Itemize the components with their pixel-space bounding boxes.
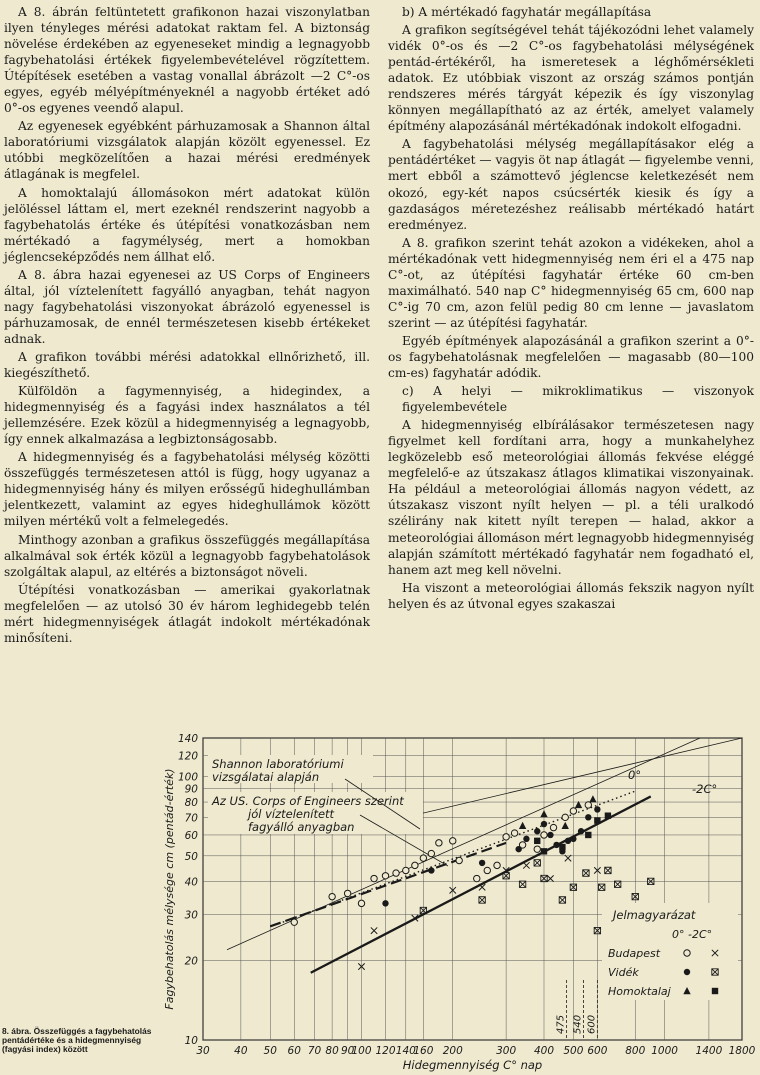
data-point-filled-square xyxy=(585,832,591,838)
legend-header: 0° -2C° xyxy=(672,928,713,941)
legend-marker-filled-circle xyxy=(684,969,690,975)
data-point-filled-circle xyxy=(515,846,521,852)
x-tick-label: 160 xyxy=(413,1045,434,1057)
paragraph: Külföldön a fagymennyiség, a hidegindex, a hidegmennyiség és a fagyási index használatos a tél jellemzésére. Ezek közül a hidegmennyiség a legnagyobb, így ennek alkalmazása a legbiztonságosabb. xyxy=(4,384,370,447)
data-point-open-circle xyxy=(382,873,388,879)
data-point-filled-circle xyxy=(594,806,600,812)
data-point-filled-circle xyxy=(428,867,434,873)
data-point-open-circle xyxy=(550,824,556,830)
paragraph: Egyéb építmények alapozásánál a grafikon szerint a 0°-os fagybehatolásnak megfelelően — magasabb (80—100 cm-es) fagyhatár adódik. xyxy=(388,333,754,381)
data-point-filled-square xyxy=(534,838,540,844)
data-point-filled-circle xyxy=(523,836,529,842)
data-point-open-circle xyxy=(412,862,418,868)
data-point-open-circle xyxy=(436,840,442,846)
data-point-filled-triangle xyxy=(562,822,569,829)
x-tick-label: 1000 xyxy=(651,1045,678,1057)
data-point-open-circle xyxy=(456,857,462,863)
data-point-open-circle xyxy=(420,855,426,861)
data-point-open-circle xyxy=(503,834,509,840)
data-point-filled-triangle xyxy=(519,822,526,829)
data-point-filled-circle xyxy=(534,828,540,834)
data-point-open-circle xyxy=(534,846,540,852)
data-point-crossed-square xyxy=(559,897,565,903)
paragraph: A hidegmennyiség és a fagybehatolási mélység közötti összefüggés természetesen attól is függ, hogy ugyanaz a hidegmennyiség hány és milyen erősségű hideghullámban jelentkezett, valamint az egyes hideghullámok között milyen mértékű volt a felmelegedés. xyxy=(4,450,370,529)
x-tick-label: 90 xyxy=(340,1045,355,1057)
data-point-filled-triangle xyxy=(589,795,596,802)
data-point-filled-square xyxy=(541,848,547,854)
paragraph: Útépítési vonatkozásban — amerikai gyakorlatnak megfelelően — az utolsó 30 év három leghidegebb telén mért hidegmennyiségek átlagát indokolt mértékadónak minősíteni. xyxy=(4,582,370,645)
data-point-cross xyxy=(371,927,377,933)
chart-line-dashed xyxy=(270,843,506,926)
section-heading-b: b) A mértékadó fagyhatár megállapítása xyxy=(402,5,652,19)
y-tick-label: 40 xyxy=(184,876,198,889)
paragraph: A 8. ábra hazai egyenesei az US Corps of Engineers által, jól víztelenített fagyálló anyagban, tehát nagyon nagy fagybehatolási viszonyokat ábrázoló egyenessel is párhuzamosak, de ennél természetesen kisebb értékeket adnak. xyxy=(4,267,370,346)
legend-marker-filled-square xyxy=(712,988,718,994)
data-point-crossed-square xyxy=(519,881,525,887)
data-point-open-circle xyxy=(494,862,500,868)
us-corps-label: fagyálló anyagban xyxy=(248,820,355,834)
y-tick-label: 10 xyxy=(184,1035,198,1047)
legend-marker-open-circle xyxy=(684,950,690,956)
y-tick-label: 80 xyxy=(184,797,198,810)
data-point-open-circle xyxy=(484,867,490,873)
x-tick-label: 50 xyxy=(263,1045,277,1057)
x-tick-label: 80 xyxy=(325,1045,339,1057)
data-point-open-circle xyxy=(344,890,350,896)
x-tick-label: 120 xyxy=(375,1045,396,1057)
y-tick-label: 50 xyxy=(184,850,198,863)
data-point-crossed-square xyxy=(534,860,540,866)
data-point-filled-circle xyxy=(578,828,584,834)
data-point-filled-circle xyxy=(547,832,553,838)
data-point-crossed-square xyxy=(605,867,611,873)
shannon-label: vizsgálatai alapján xyxy=(212,770,320,784)
data-point-filled-circle xyxy=(570,836,576,842)
paragraph: Ha viszont a meteorológiai állomás fekszik nagyon nyílt helyen és az útvonal egyes szakaszai xyxy=(388,580,754,611)
legend-row-label: Homoktalaj xyxy=(608,985,671,998)
data-point-cross xyxy=(523,862,529,868)
legend-title: Jelmagyarázat xyxy=(613,908,696,922)
x-tick-label: 70 xyxy=(307,1045,322,1057)
marker-x-label: 600 xyxy=(586,1014,598,1034)
x-tick-label: 1800 xyxy=(728,1045,756,1057)
x-tick-label: 400 xyxy=(533,1045,555,1057)
line-label-m2: -2C° xyxy=(692,782,718,796)
data-point-open-circle xyxy=(541,832,547,838)
line-label-0: 0° xyxy=(628,768,642,782)
x-tick-label: 300 xyxy=(496,1045,517,1057)
data-point-filled-triangle xyxy=(540,810,547,817)
y-tick-label: 60 xyxy=(184,829,198,842)
y-tick-label: 100 xyxy=(177,771,198,784)
y-tick-label: 20 xyxy=(184,955,198,968)
figure-8-chart xyxy=(0,722,760,1075)
us-corps-label: jól víztelenített xyxy=(248,807,335,821)
x-tick-label: 600 xyxy=(587,1045,608,1057)
x-tick-label: 40 xyxy=(234,1045,248,1057)
shannon-label: Shannon laboratóriumi xyxy=(212,757,344,771)
data-point-filled-circle xyxy=(541,821,547,827)
data-point-filled-circle xyxy=(553,842,559,848)
paragraph: A 8. grafikon szerint tehát azokon a vidékeken, ahol a mértékadónak vett hidegmennyiség nem éri el a 475 nap C°-ot, az útépítési fagyhatár értéke 60 cm-ben maximálható. 540 nap C° hidegmennyiség 65 cm, 600 nap C°-ig 70 cm, azon felül pedig 80 cm lenne — javaslatom szerint — az útépítési fagyhatár. xyxy=(388,235,754,330)
y-tick-label: 30 xyxy=(184,909,198,922)
data-point-open-circle xyxy=(291,919,297,925)
x-tick-label: 60 xyxy=(287,1045,301,1057)
right-column xyxy=(388,4,754,614)
data-point-open-circle xyxy=(511,830,517,836)
data-point-open-circle xyxy=(570,808,576,814)
us-corps-label: Az US. Corps of Engineers szerint xyxy=(212,794,404,808)
paragraph: A 8. ábrán feltüntetett grafikonon hazai viszonylatban ilyen tényleges mérési adatokat raktam fel. A biztonság növelése érdekében az egyeneseket mindig a legnagyobb fagybehatolási értékek figyelembevételével rögzítettem. Útépítések esetében a vastag vonallal ábrázolt —2 C°-os egyes, egyéb mélyépítményeknél a nagyobb értéket adó 0°-os egyenes veendő alapul. xyxy=(4,5,370,116)
data-point-open-circle xyxy=(371,875,377,881)
section-heading-c: c) A helyi — mikroklimatikus — viszonyok figyelembevétele xyxy=(402,384,754,415)
paragraph: A fagybehatolási mélység megállapításakor elég a pentádértéket — vagyis öt nap átlagát — figyelembe venni, mert ebből a számottevő jéglencse keletkezését nem okozó, egy-két napos csúcsérték kiesik és így a gazdaságos méretezéshez reálisabb mértékadó határt eredményez. xyxy=(388,137,754,232)
data-point-crossed-square xyxy=(583,870,589,876)
y-tick-label: 120 xyxy=(177,750,198,763)
x-tick-label: 200 xyxy=(442,1045,463,1057)
y-tick-label: 90 xyxy=(184,783,198,796)
paragraph: A hidegmennyiség elbírálásakor természetesen nagy figyelmet kell fordítani arra, hogy a munkahelyhez legközelebb eső meteorológiai állomás fekvése eléggé megfelelő-e az útszakasz átlagos klimatikai viszonyainak. Ha például a meteorológiai állomás nagyon védett, az útszakasz viszont nyílt helyen — pl. a téli uralkodó szélirány nak kitett nyílt terepen — halad, akkor a meteorológiai állomáson mért legnagyobb hidegmennyiség alapján számított mértékadó fagyhatár nem fogadható el, hanem azt meg kell növelni. xyxy=(388,418,754,577)
marker-x-label: 540 xyxy=(572,1014,584,1034)
paragraph: A grafikon segítségével tehát tájékozódni lehet valamely vidék 0°-os és —2 C°-os fagybehatolási mélységének pentád-értékéről, ha ismeretesek a léghőmérsékleti adatok. Ez utóbbiak viszont az ország számos pontján rendszeres mérés tárgyát képezik és így viszonylag könnyen megállapítható az az érték, amelyet valamely építmény alapozásánál mértékadónak indokolt elfogadni. xyxy=(388,23,754,134)
data-point-open-circle xyxy=(428,850,434,856)
data-point-filled-square xyxy=(594,817,600,823)
data-point-crossed-square xyxy=(614,881,620,887)
data-point-filled-square xyxy=(559,844,565,850)
data-point-cross xyxy=(547,875,553,881)
data-point-open-circle xyxy=(474,875,480,881)
x-tick-label: 1400 xyxy=(695,1045,723,1057)
data-point-filled-circle xyxy=(382,900,388,906)
data-point-filled-square xyxy=(605,812,611,818)
x-tick-label: 800 xyxy=(625,1045,646,1057)
x-tick-label: 500 xyxy=(563,1045,584,1057)
data-point-filled-circle xyxy=(585,814,591,820)
y-axis-label: Fagybehatolás mélysége cm (pentád-érték) xyxy=(163,768,176,1010)
data-point-open-circle xyxy=(393,870,399,876)
legend-row-label: Budapest xyxy=(608,947,661,960)
data-point-crossed-square xyxy=(598,884,604,890)
y-tick-label: 140 xyxy=(177,733,198,745)
paragraph: Az egyenesek egyébként párhuzamosak a Shannon által laboratóriumi vizsgálatok alapján közölt egyenessel. Ez utóbbi megközelítően a hazai mérési eredmények átlagának is megfelel. xyxy=(4,119,370,182)
data-point-open-circle xyxy=(329,893,335,899)
paragraph: A homoktalajú állomásokon mért adatokat külön jelöléssel láttam el, mert ezeknél rendszerint nagyobb a fagybehatolás értéke és útépítési vonatkozásban nem mértékadó a fagymélység, mert a homokban jéglencseképződés nem állhat elő. xyxy=(4,185,370,264)
left-column xyxy=(4,4,370,648)
x-tick-label: 140 xyxy=(395,1045,416,1057)
x-tick-label: 100 xyxy=(351,1045,372,1057)
legend-row-label: Vidék xyxy=(608,966,639,979)
data-point-open-circle xyxy=(450,838,456,844)
figure-caption: 8. ábra. Összefüggés a fagybehatolás pentádértéke és a hidegmennyiség (fagyási index) között xyxy=(2,1026,152,1055)
data-point-filled-circle xyxy=(479,860,485,866)
paragraph: Minthogy azonban a grafikus összefüggés megállapítása alkalmával sok érték közül a legnagyobb fagybehatolások szolgáltak alapul, az eltérés a biztonságot növeli. xyxy=(4,532,370,579)
data-point-open-circle xyxy=(585,802,591,808)
y-tick-label: 70 xyxy=(184,812,198,825)
data-point-crossed-square xyxy=(479,897,485,903)
data-point-open-circle xyxy=(403,867,409,873)
data-point-open-circle xyxy=(358,900,364,906)
data-point-open-circle xyxy=(562,814,568,820)
marker-x-label: 475 xyxy=(555,1014,567,1034)
x-axis-label: Hidegmennyiség C° nap xyxy=(402,1058,543,1072)
x-tick-label: 30 xyxy=(196,1045,210,1057)
paragraph: A grafikon további mérési adatokkal ellnőrizhető, ill. kiegészíthető. xyxy=(4,349,370,381)
